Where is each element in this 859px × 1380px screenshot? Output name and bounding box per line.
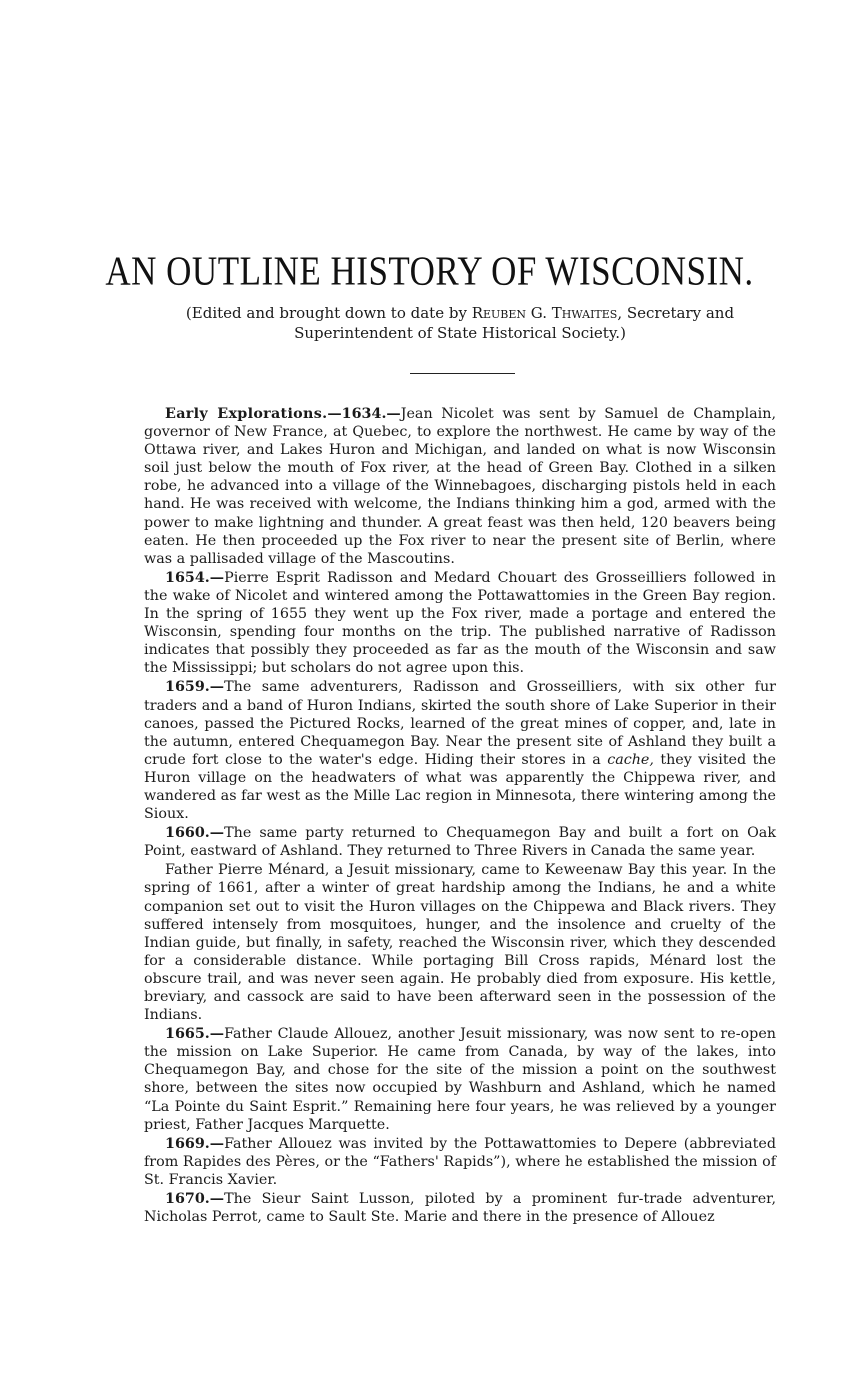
- paragraph-1670: [144, 1190, 776, 1226]
- paragraph-text: The same party returned to Chequamegon Bay and built a fort on Oak Point, eastward of Ashland. They returned to Three Rivers in Canada the same year.: [144, 825, 776, 860]
- title-divider: [410, 373, 515, 374]
- subtitle-editor: Reuben G. Thwaites: [471, 304, 618, 322]
- year-label: 1670.—: [165, 1191, 225, 1208]
- paragraph-text: Father Allouez was invited by the Pottawattomies to Depere (abbreviated from Rapides des Pères, or the “Fathers' Rapids”), where he established the mission of St. Francis Xavier.: [144, 1135, 776, 1188]
- year-label: 1654.—: [165, 569, 225, 586]
- paragraph-1659: [144, 678, 776, 823]
- year-label: 1669.—: [165, 1135, 225, 1152]
- subtitle-prefix: (Edited and brought down to date by: [185, 304, 472, 322]
- year-label: —1634.—: [327, 406, 401, 422]
- paragraph-1654: [144, 569, 776, 678]
- paragraph-early-explorations: [144, 405, 776, 568]
- paragraph-1669: [144, 1135, 776, 1189]
- italic-term: cache,: [607, 751, 654, 768]
- paragraph-text: The Sieur Saint Lusson, piloted by a prominent fur-trade adventurer, Nicholas Perrot, came to Sault Ste. Marie and there in the presence of Allouez: [144, 1191, 776, 1226]
- year-label: 1659.—: [165, 679, 225, 696]
- page-subtitle: [140, 303, 780, 343]
- paragraph-text: Father Claude Allouez, another Jesuit missionary, was now sent to re-open the mission on Lake Superior. He came from Canada, by way of the lakes, into Chequamegon Bay, and chose for the site of the mission a point on the southwest shore, between the sites now occupied by Washburn and Ashland, which he named “La Pointe du Saint Esprit.” Remaining here four years, he was relieved by a younger priest, Father Jacques Marquette.: [144, 1026, 776, 1133]
- paragraph-text: Father Pierre Ménard, a Jesuit missionary, came to Keweenaw Bay this year. In the spring of 1661, after a winter of great hardship among the Indians, he and a white companion set out to visit the Huron villages on the Chippewa and Black rivers. They suffered intensely from mosquitoes, hunger, and the insolence and cruelty of the Indian guide, but finally, in safety, reached the Wisconsin river, which they descended for a considerable distance. While portaging Bill Cross rapids, Ménard lost the obscure trail, and was never seen again. He probably died from exposure. His kettle, breviary, and cassock are said to have been afterward seen in the possession of the Indians.: [144, 862, 776, 1024]
- paragraph-text: The same adventurers, Radisson and Grosseilliers, with six other fur traders and a band of Huron Indians, skirted the south shore of Lake Superior in their canoes, passed the Pictured Rocks, learned of the great mines of copper, and, late in the autumn, entered Chequamegon Bay. Near the present site of Ashland they built a crude fort close to the water's edge. Hiding their stores in a: [144, 679, 776, 768]
- paragraph-menard: [144, 861, 776, 1024]
- subtitle-suffix: , Secretary and Superintendent of State Historical Society.): [294, 304, 735, 342]
- paragraph-text: Pierre Esprit Radisson and Medard Chouart des Grosseilliers followed in the wake of Nicolet and wintered among the Pottawattomies in the Green Bay region. In the spring of 1655 they went up the Fox river, made a portage and entered the Wisconsin, spending four months on the trip. The published narrative of Radisson indicates that possibly they proceeded as far as the mouth of the Wisconsin and saw the Mississippi; but scholars do not agree upon this.: [144, 569, 776, 677]
- year-label: 1660.—: [165, 825, 225, 842]
- article-body: [144, 405, 776, 1227]
- paragraph-text-continued: they visited the Huron village on the headwaters of what was apparently the Chippewa river, and wandered as far west as the Mille Lac region in Minnesota, there wintering among the Sioux.: [144, 751, 776, 823]
- year-label: 1665.—: [165, 1026, 225, 1043]
- paragraph-1660: [144, 824, 776, 860]
- section-heading: Early Explorations.: [165, 406, 328, 422]
- paragraph-text: Jean Nicolet was sent by Samuel de Champlain, governor of New France, at Quebec, to explore the northwest. He came by way of the Ottawa river, and Lakes Huron and Michigan, and landed on what is now Wisconsin soil just below the mouth of Fox river, at the head of Green Bay. Clothed in a silken robe, he advanced into a village of the Winnebagoes, discharging pistols held in each hand. He was received with welcome, the Indians thinking him a god, armed with the power to make lightning and thunder. A great feast was then held, 120 beavers being eaten. He then proceeded up the Fox river to near the present site of Berlin, where was a pallisaded village of the Mascoutins.: [144, 406, 776, 567]
- page-title: AN OUTLINE HISTORY OF WISCONSIN.: [105, 248, 754, 295]
- paragraph-1665: [144, 1025, 776, 1134]
